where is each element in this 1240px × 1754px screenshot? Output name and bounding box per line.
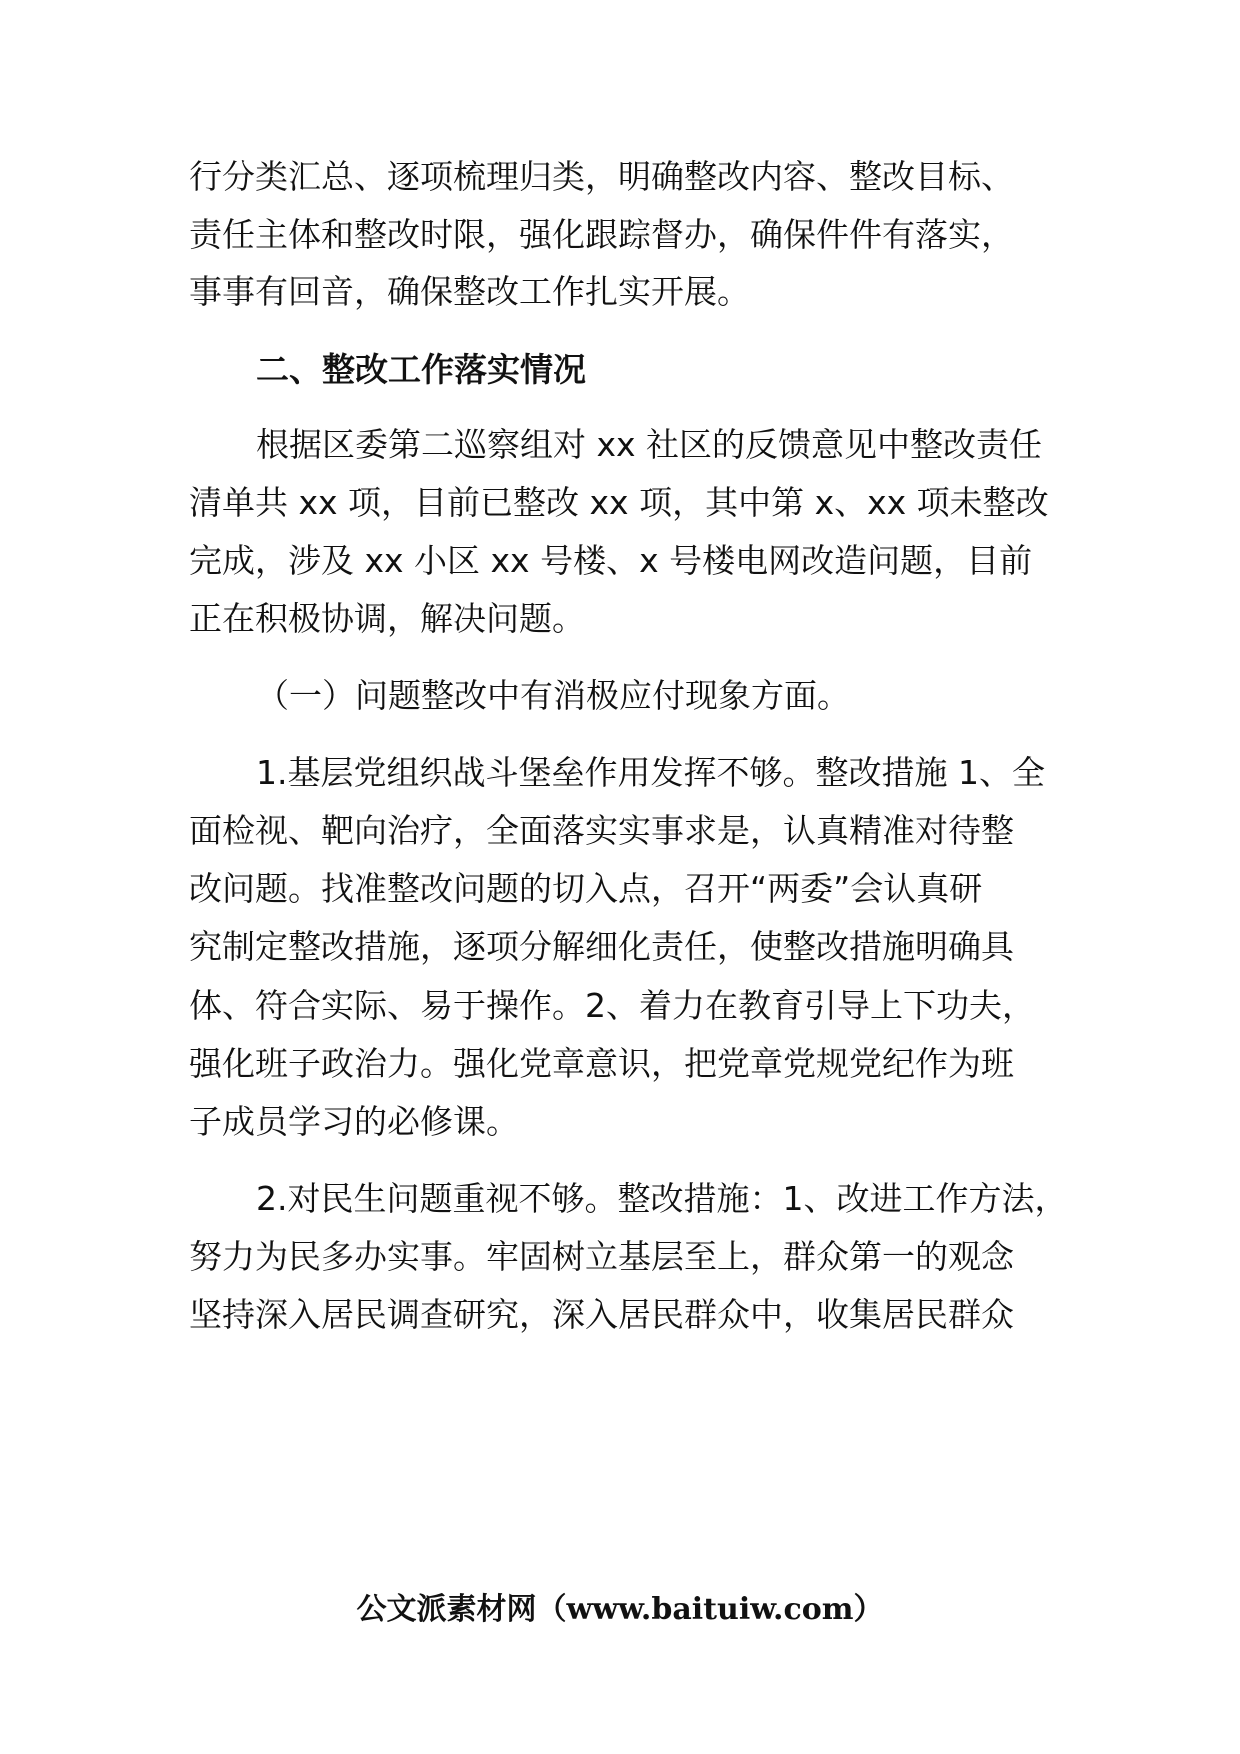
subheading: （一）问题整改中有消极应付现象方面。: [256, 676, 850, 715]
section-heading: 二、整改工作落实情况: [256, 350, 586, 389]
body-text-line: 完成，涉及 xx 小区 xx 号楼、x 号楼电网改造问题，目前: [189, 541, 1033, 580]
body-text-line: 究制定整改措施，逐项分解细化责任，使整改措施明确具: [189, 927, 1014, 966]
body-text-line: 根据区委第二巡察组对 xx 社区的反馈意见中整改责任: [256, 425, 1043, 464]
body-text-line: 行分类汇总、逐项梳理归类，明确整改内容、整改目标、: [189, 157, 1014, 196]
body-text-line: 强化班子政治力。强化党章意识，把党章党规党纪作为班: [189, 1044, 1014, 1083]
body-text-line: 正在积极协调，解决问题。: [189, 599, 585, 638]
footer-source: 公文派素材网（www.baituiw.com）: [356, 1592, 884, 1627]
body-text-line: 子成员学习的必修课。: [189, 1102, 519, 1141]
body-text-line: 责任主体和整改时限，强化跟踪督办，确保件件有落实，: [189, 215, 1014, 254]
body-text-line: 努力为民多办实事。牢固树立基层至上，群众第一的观念: [189, 1237, 1014, 1276]
body-text-line: 1.基层党组织战斗堡垒作用发挥不够。整改措施 1、全: [256, 753, 1045, 792]
body-text-line: 事事有回音，确保整改工作扎实开展。: [189, 272, 750, 311]
body-text-line: 面检视、靶向治疗，全面落实实事求是，认真精准对待整: [189, 811, 1014, 850]
body-text-line: 清单共 xx 项，目前已整改 xx 项，其中第 x、xx 项未整改: [189, 483, 1049, 522]
body-text-line: 改问题。找准整改问题的切入点，召开“两委”会认真研: [189, 869, 983, 908]
body-text-line: 坚持深入居民调查研究，深入居民群众中，收集居民群众: [189, 1295, 1014, 1334]
body-text-line: 体、符合实际、易于操作。2、着力在教育引导上下功夫，: [189, 986, 1035, 1025]
body-text-line: 2.对民生问题重视不够。整改措施：1、改进工作方法，: [256, 1179, 1068, 1218]
